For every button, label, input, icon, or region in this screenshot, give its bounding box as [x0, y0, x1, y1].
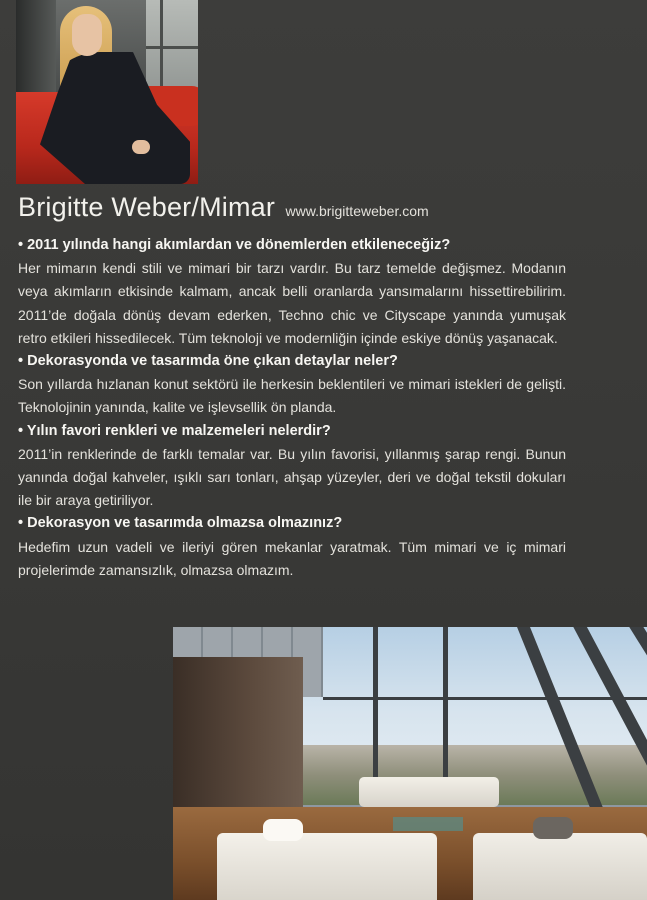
interior-cushion [263, 819, 303, 841]
portrait-hand [132, 140, 150, 154]
portrait-face [72, 14, 102, 56]
answer-3: 2011’in renklerinde de farklı temalar var. Bu yılın favorisi, yıllanmış şarap rengi. Bunun yanında doğal kahveler, ışıklı sarı tonları, ahşap yüzeyler, deri ve doğal tekstil dokuları ile bir araya getiriliyor. [18, 445, 566, 509]
portrait-photo [16, 0, 198, 184]
website-link[interactable]: www.brigitteweber.com [285, 203, 429, 219]
interior-glass-table [393, 817, 463, 831]
interior-far-sofa [359, 777, 499, 807]
interior-sofa-left [217, 833, 437, 900]
question-1: • 2011 yılında hangi akımlardan ve dönemlerden etkileneceğiz? [18, 237, 451, 253]
window-frame [323, 697, 647, 700]
interview-body [18, 234, 566, 582]
answer-1: Her mimarın kendi stili ve mimari bir tarzı vardır. Bu tarz temelde değişmez. Modanın veya akımların etkisinde kalmam, ancak belli oranlarda yansımalarını hissettirebilirim. 2011’de doğala dönüş devam ederken, Techno chic ve Cityscape yanında yumuşak retro etkileri hissedilecek. Tüm teknoloji ve modernliğin içinde eskiye dönüş yaşanacak. [18, 260, 566, 346]
article-header [18, 192, 638, 223]
answer-2: Son yıllarda hızlanan konut sektörü ile herkesin beklentileri ve mimari istekleri de gelişti. Teknolojinin yanında, kalite ve işlevsellik ön planda. [18, 376, 566, 416]
interior-photo [173, 627, 647, 900]
question-3: • Yılın favori renkleri ve malzemeleri nelerdir? [18, 422, 331, 439]
interior-sofa-right [473, 833, 647, 900]
architect-name: Brigitte Weber/Mimar [18, 192, 276, 222]
question-2: • Dekorasyonda ve tasarımda öne çıkan detaylar neler? [18, 353, 398, 370]
interior-cushion [533, 817, 573, 839]
answer-4: Hedefim uzun vadeli ve ileriyi gören mekanlar yaratmak. Tüm mimari ve iç mimari projelerimde zamansızlık, olmazsa olmazım. [18, 538, 566, 578]
question-4: • Dekorasyon ve tasarımda olmazsa olmazınız? [18, 515, 343, 532]
